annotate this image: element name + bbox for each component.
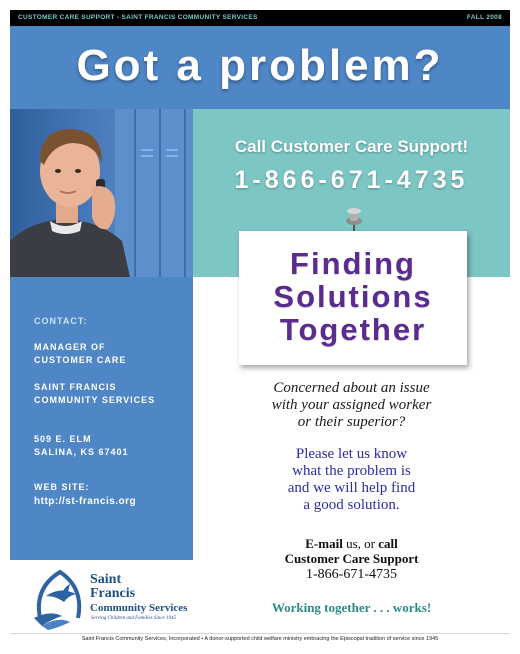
call-word: call xyxy=(378,536,398,551)
solution-line-2: what the problem is xyxy=(292,463,411,479)
address-line-1: 509 E. ELM xyxy=(34,434,92,444)
contact-title-2: CUSTOMER CARE xyxy=(34,355,127,365)
footer-note: Saint Francis Community Services, Incorporated • A donor-supported child welfare ministry embracing the Episcopal tradition of service since 1945 xyxy=(10,633,510,644)
concern-line-3: or their superior? xyxy=(297,414,406,430)
contact-label: CONTACT: xyxy=(34,316,88,326)
logo-name-line-2: Francis xyxy=(90,586,136,601)
email-call-line xyxy=(193,536,510,552)
pinned-note xyxy=(239,231,467,365)
logo-name-line-1: Saint xyxy=(90,572,122,587)
concern-line-1: Concerned about an issue xyxy=(273,380,430,396)
dove-hands-logo-icon xyxy=(20,560,100,633)
concern-line-2: with your assigned worker xyxy=(271,397,432,413)
photo-illustration xyxy=(10,109,193,277)
flyer xyxy=(10,10,510,644)
top-banner xyxy=(10,10,510,26)
note-line-1: Finding xyxy=(290,246,416,281)
website-label: WEB SITE: xyxy=(34,482,90,492)
headline: Got a problem? xyxy=(10,26,510,109)
email-connector: us, or xyxy=(342,536,379,551)
note-line-2: Solutions xyxy=(273,279,433,314)
contact-title-1: MANAGER OF xyxy=(34,342,106,352)
email-word[interactable]: E-mail xyxy=(305,536,343,551)
website-link[interactable]: http://st-francis.org xyxy=(34,496,137,507)
logo-tagline: Serving Children and Families Since 1945 xyxy=(91,616,176,621)
support-phone: 1-866-671-4735 xyxy=(306,567,397,582)
note-line-3: Together xyxy=(279,312,427,347)
motto: Working together . . . works! xyxy=(271,600,432,615)
address-line-2: SALINA, KS 67401 xyxy=(34,447,129,457)
logo-name-line-3: Community Services xyxy=(90,602,188,614)
solution-line-3: and we will help find xyxy=(287,480,416,496)
solution-line-1: Please let us know xyxy=(295,446,408,462)
support-line: Customer Care Support xyxy=(284,551,419,566)
hotline-number: 1-866-671-4735 xyxy=(234,166,469,194)
contact-org-1: SAINT FRANCIS xyxy=(34,382,117,392)
banner-season: FALL 2008 xyxy=(466,14,502,21)
contact-org-2: COMMUNITY SERVICES xyxy=(34,395,156,405)
teen-on-phone-photo xyxy=(10,109,193,277)
solution-line-4: a good solution. xyxy=(303,497,400,513)
call-heading: Call Customer Care Support! xyxy=(234,137,469,156)
banner-title: CUSTOMER CARE SUPPORT - SAINT FRANCIS COMMUNITY SERVICES xyxy=(18,14,258,21)
